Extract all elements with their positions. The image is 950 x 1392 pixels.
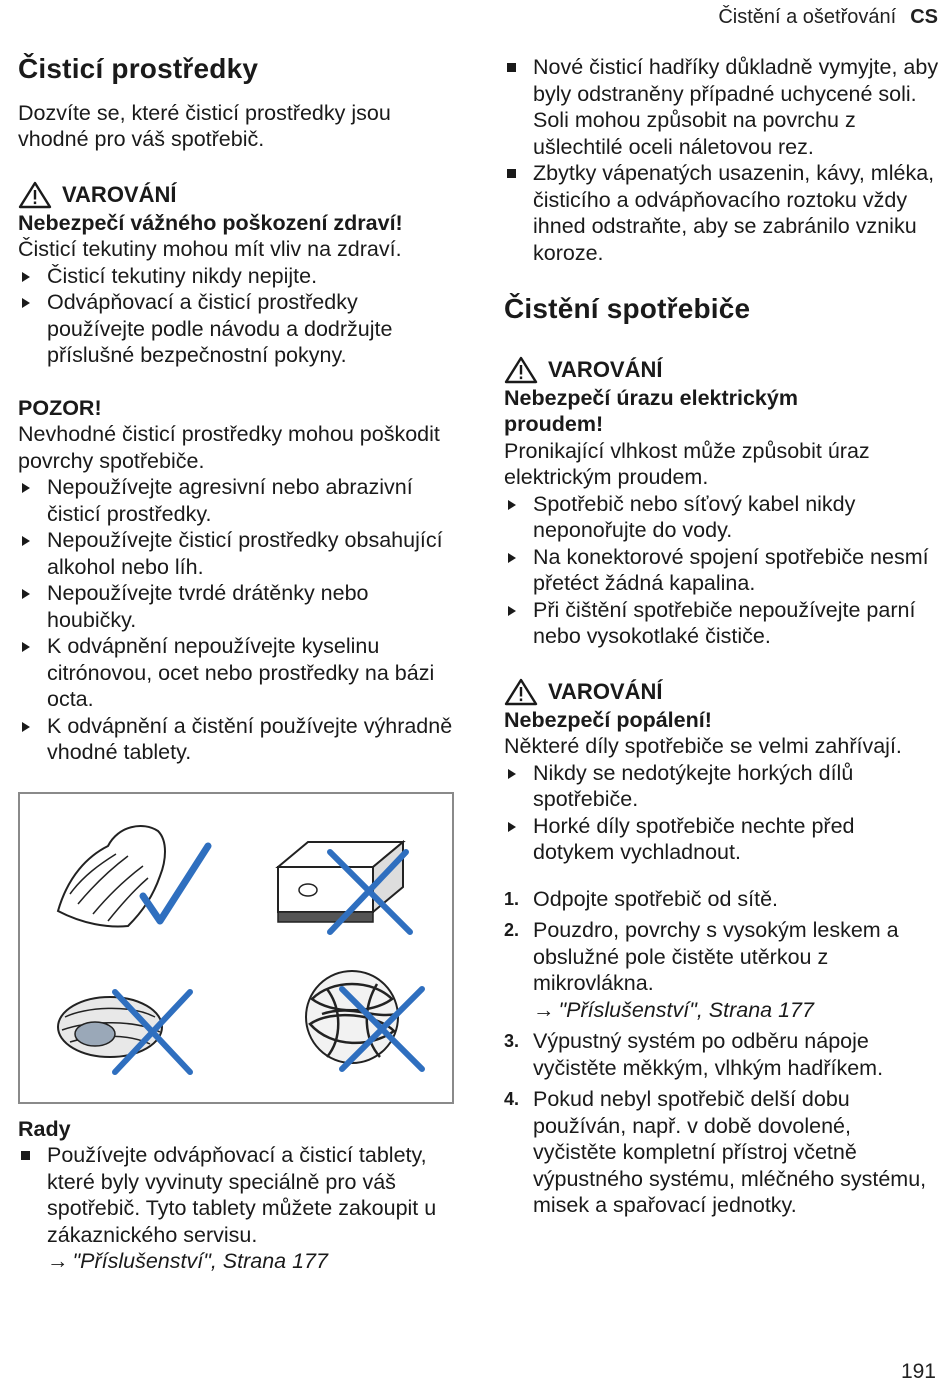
list-item: Při čištění spotřebiče nepoužívejte parní nebo vysokotlaké čističe. (504, 597, 940, 650)
caution-title: POZOR! (18, 395, 102, 420)
triangle-bullet-icon (508, 606, 516, 616)
warning-triangle-icon (18, 181, 52, 209)
list-item: Spotřebič nebo síťový kabel nikdy neponořujte do vody. (504, 491, 940, 544)
triangle-bullet-icon (22, 536, 30, 546)
warning-list (504, 760, 940, 866)
cross-reference: → "Příslušenství", Strana 177 (47, 1249, 328, 1274)
caution-list (18, 474, 458, 766)
step-item: 1. Odpojte spotřebič od sítě. (504, 886, 779, 911)
warning-text: Čisticí tekutiny mohou mít vliv na zdraví. (18, 237, 402, 262)
left-column (18, 52, 458, 1275)
step-item: 3. Výpustný systém po odběru nápoje vyčistěte měkkým, vlhkým hadříkem. (504, 1029, 884, 1080)
list-item: Odvápňovací a čisticí prostředky používejte podle návodu a dodržujte příslušné bezpečnostní pokyny. (18, 289, 458, 369)
list-item: K odvápnění a čistění používejte výhradně vhodné tablety. (18, 713, 458, 766)
cloth-allowed-icon (48, 816, 218, 936)
steel-wool-forbidden-icon (282, 959, 442, 1079)
triangle-bullet-icon (22, 642, 30, 652)
warning-triangle-icon (504, 356, 538, 384)
warning-triangle-icon (504, 678, 538, 706)
tips-list (18, 1142, 458, 1275)
list-item: Nové čisticí hadříky důkladně vymyjte, aby byly odstraněny případné uchycené soli. Soli mohou způsobit na povrchu z ušlechtilé oceli náletovou rez. (504, 54, 940, 160)
list-item: Na konektorové spojení spotřebiče nesmí přetéct žádná kapalina. (504, 544, 940, 597)
cleaning-steps (504, 886, 940, 1219)
warning-header (18, 181, 458, 209)
warning-title: Nebezpečí úrazu elektrickým proudem! (504, 385, 798, 437)
warning-header (504, 356, 940, 384)
list-item: Zbytky vápenatých usazenin, kávy, mléka, čisticího a odvápňovacího roztoku vždy ihned odstraňte, aby se zabránilo vzniku koroze. (504, 160, 940, 266)
warning-label: VAROVÁNÍ (548, 678, 663, 704)
list-item: Horké díly spotřebiče nechte před dotykem vychladnout. (504, 813, 940, 866)
arrow-right-icon: → (47, 1249, 69, 1274)
list-item: Nikdy se nedotýkejte horkých dílů spotřebiče. (504, 760, 940, 813)
list-item: Používejte odvápňovací a čisticí tablety, které byly vyvinuty speciálně pro váš spotřebič. Tyto tablety můžete zakoupit u zákaznického servisu. (18, 1142, 458, 1248)
triangle-bullet-icon (508, 822, 516, 832)
list-item: Nepoužívejte agresivní nebo abrazivní čisticí prostředky. (18, 474, 458, 527)
list-item: Čisticí tekutiny nikdy nepijte. (18, 263, 458, 290)
warning-title: Nebezpečí vážného poškození zdraví! (18, 210, 403, 235)
warning-title: Nebezpečí popálení! (504, 707, 712, 732)
scouring-pad-forbidden-icon (50, 972, 210, 1082)
intro-text: Dozvíte se, které čisticí prostředky jsou vhodné pro váš spotřebič. (18, 100, 391, 152)
caution-text: Nevhodné čisticí prostředky mohou poškodit povrchy spotřebiče. (18, 422, 440, 473)
warning-label: VAROVÁNÍ (62, 181, 177, 207)
step-item: 2. Pouzdro, povrchy s vysokým leskem a obslužné pole čistěte utěrkou z mikrovlákna. → "Příslušenství", Strana 177 (504, 917, 940, 1023)
square-bullet-icon (507, 63, 516, 72)
sponge-forbidden-icon (268, 832, 428, 942)
running-header (718, 6, 938, 29)
triangle-bullet-icon (22, 272, 30, 282)
triangle-bullet-icon (22, 589, 30, 599)
page-number: 191 (900, 1360, 936, 1383)
cleaning-tools-illustration (18, 792, 454, 1104)
triangle-bullet-icon (508, 553, 516, 563)
step-item: 4. Pokud nebyl spotřebič delší dobu používán, např. v době dovolené, vyčistěte kompletní přístroj včetně výpustného systému, mléčného systému, misek a spařovací jednotky. (504, 1087, 927, 1218)
list-item: K odvápnění nepoužívejte kyselinu citrónovou, ocet nebo prostředky na bázi octa. (18, 633, 458, 713)
list-item: Nepoužívejte tvrdé drátěnky nebo houbičky. (18, 580, 458, 633)
triangle-bullet-icon (508, 769, 516, 779)
square-bullet-icon (21, 1151, 30, 1160)
square-bullet-icon (507, 169, 516, 178)
triangle-bullet-icon (22, 483, 30, 493)
triangle-bullet-icon (508, 500, 516, 510)
triangle-bullet-icon (22, 298, 30, 308)
warning-list (18, 263, 458, 369)
list-item: Nepoužívejte čisticí prostředky obsahující alkohol nebo líh. (18, 527, 458, 580)
warning-label: VAROVÁNÍ (548, 356, 663, 382)
warning-text: Některé díly spotřebiče se velmi zahřívají. (504, 734, 902, 759)
triangle-bullet-icon (22, 722, 30, 732)
language-code: CS (910, 6, 938, 28)
arrow-right-icon: → (533, 997, 555, 1022)
cross-reference: → "Příslušenství", Strana 177 (533, 997, 814, 1022)
section-heading-cleaning-agents: Čisticí prostředky (18, 53, 259, 84)
warning-text: Pronikající vlhkost může způsobit úraz elektrickým proudem. (504, 438, 870, 490)
warning-header (504, 678, 940, 706)
right-column (504, 54, 940, 1224)
header-title: Čistění a ošetřování (718, 6, 897, 28)
warning-list (504, 491, 940, 650)
tips-title: Rady (18, 1116, 71, 1141)
section-heading-cleaning-appliance: Čistění spotřebiče (504, 293, 751, 324)
continued-tips-list (504, 54, 940, 266)
